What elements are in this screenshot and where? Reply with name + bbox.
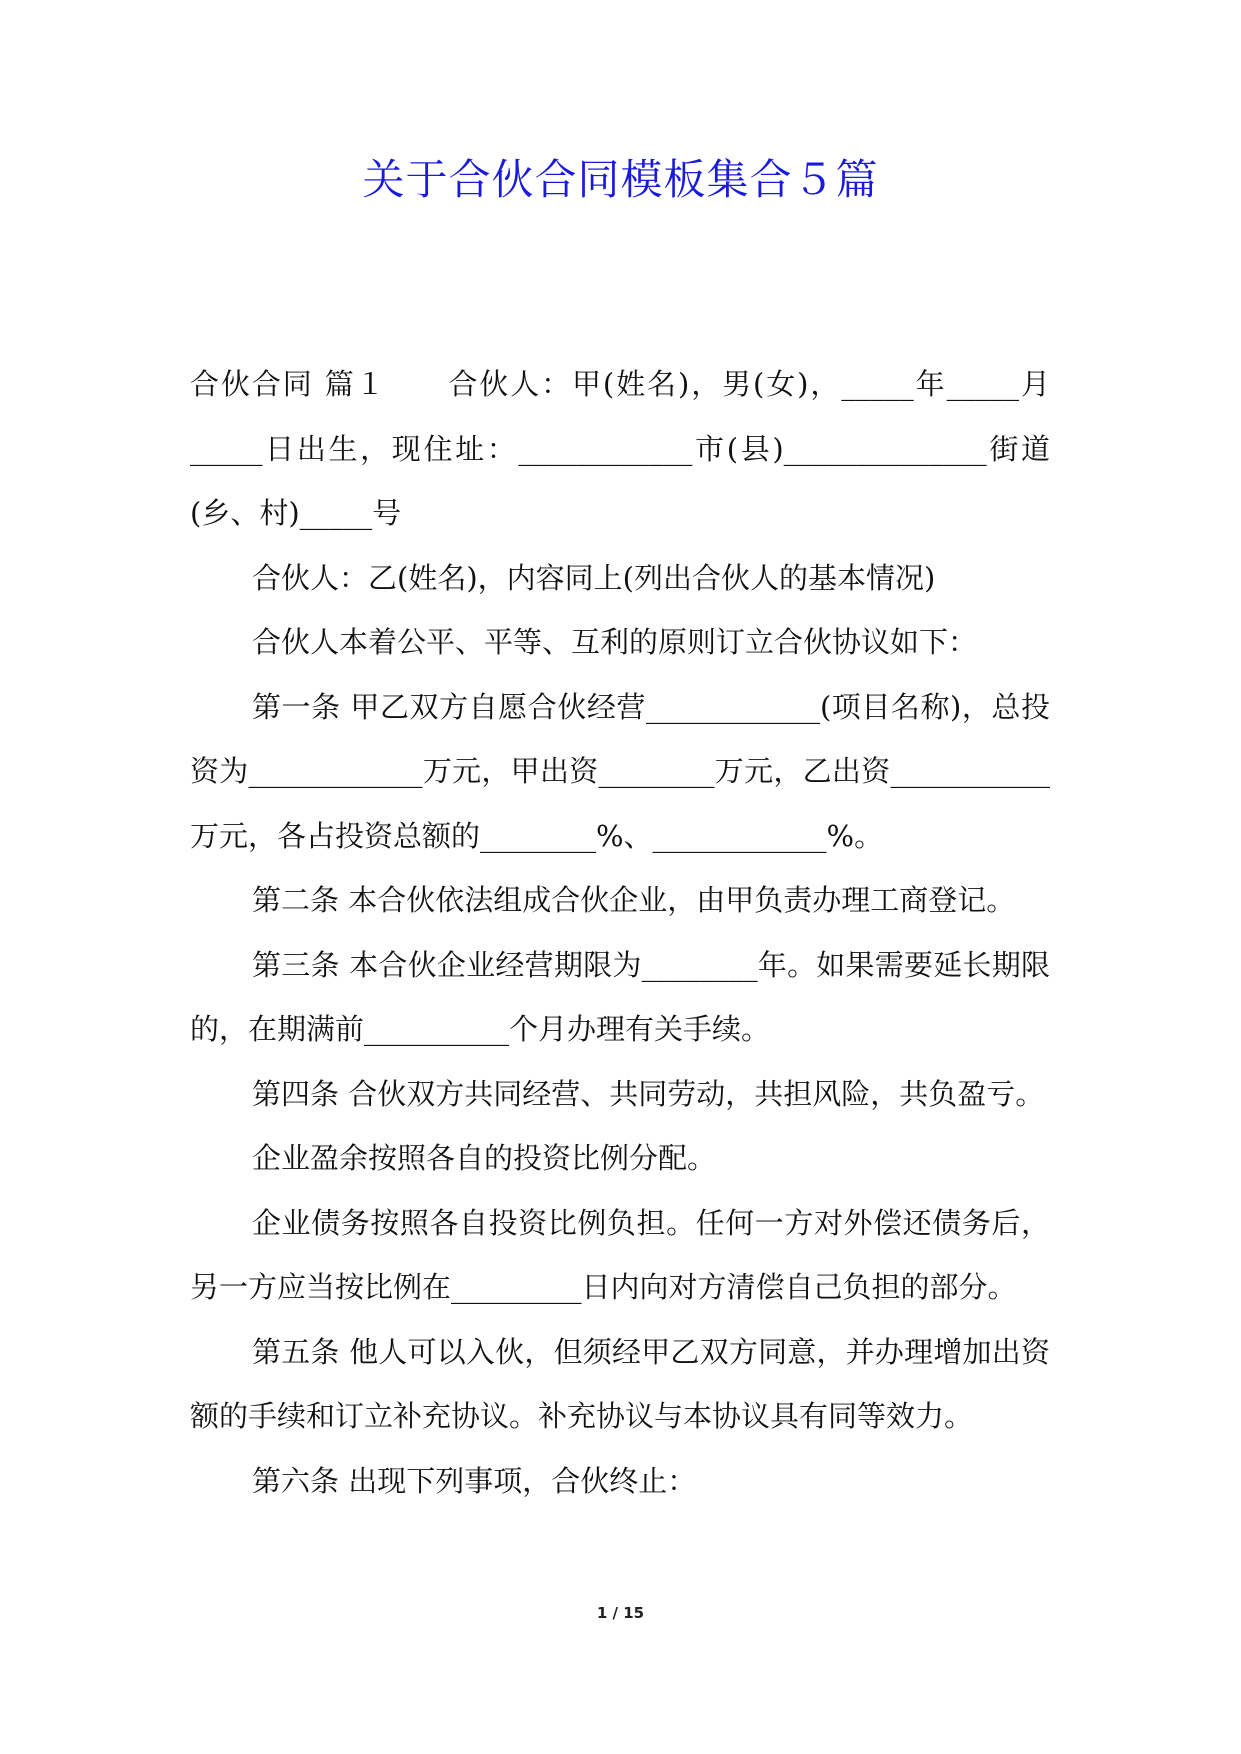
paragraph-profit-distribution: 企业盈余按照各自的投资比例分配。 [252,1141,717,1175]
paragraph-article-2: 第二条 本合伙依法组成合伙企业，由甲负责办理工商登记。 [252,883,1016,917]
paragraph-article-3: 第三条 本合伙企业经营期限为________年。如果需要延长期限的，在期满前__________个月办理有关手续。 [190,947,1050,1046]
paragraph-article-6: 第六条 出现下列事项，合伙终止： [252,1463,697,1498]
document-title: 关于合伙合同模板集合５篇 [362,155,879,204]
page-number: 1 / 15 [596,1604,645,1622]
paragraph-principle: 合伙人本着公平、平等、互利的原则订立合伙协议如下： [252,625,978,659]
paragraph-debt-sharing: 企业债务按照各自投资比例负担。任何一方对外偿还债务后，另一方应当按比例在_________日内向对方清偿自己负担的部分。 [190,1205,1050,1304]
document-body [190,352,1050,1513]
paragraph-article-5: 第五条 他人可以入伙，但须经甲乙双方同意，并办理增加出资额的手续和订立补充协议。补充协议与本协议具有同等效力。 [190,1334,1050,1433]
paragraph-partner-b: 合伙人：乙(姓名)，内容同上(列出合伙人的基本情况) [252,560,936,595]
paragraph-article-4: 第四条 合伙双方共同经营、共同劳动，共担风险，共负盈亏。 [252,1076,1045,1111]
paragraph-article-1: 第一条 甲乙双方自愿合伙经营____________(项目名称)，总投资为____________万元，甲出资________万元，乙出资___________万元，各占投资总额的________%、____________%。 [190,689,1050,853]
paragraph-partner-a: 合伙合同 篇１ 合伙人：甲(姓名)，男(女)，_____年_____月_____日出生，现住址：____________市(县)______________街道(乡、村)_____号 [190,367,1050,530]
